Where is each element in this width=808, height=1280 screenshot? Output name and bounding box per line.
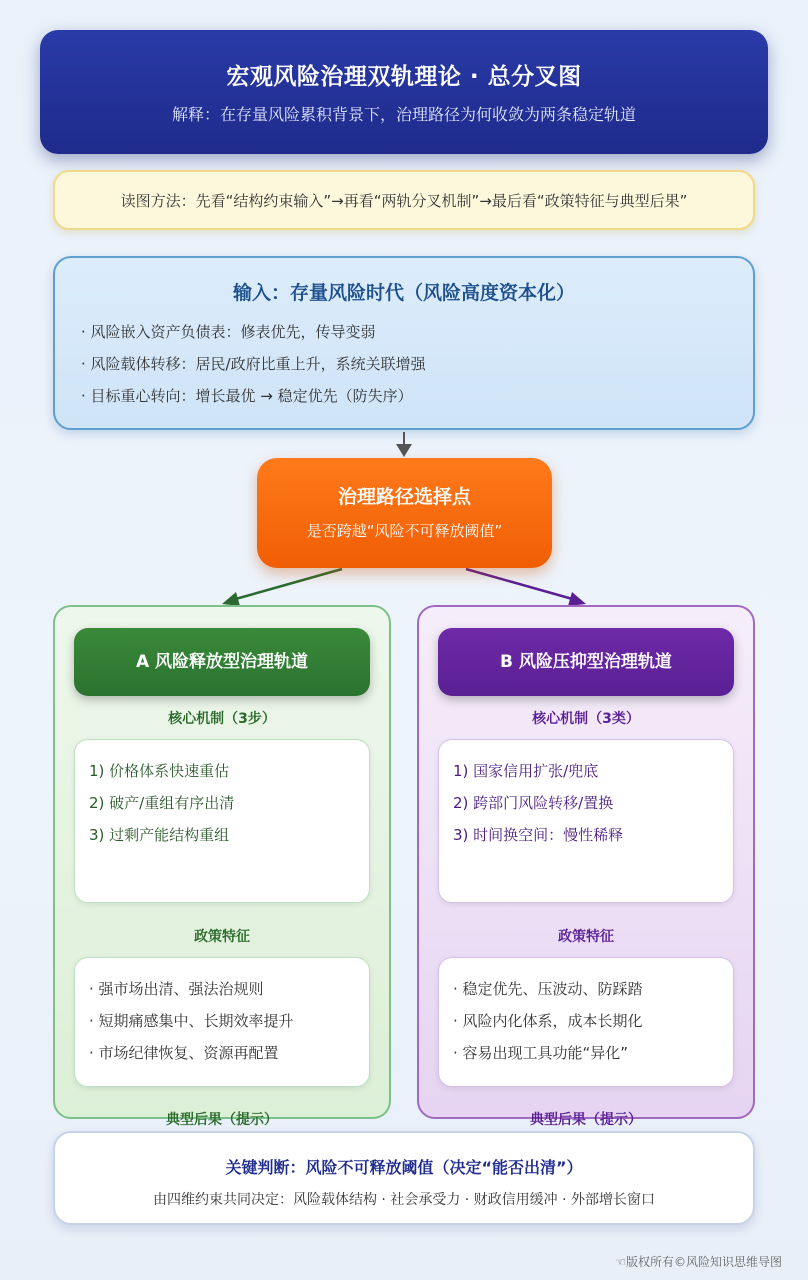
arrow-to-track-a-head	[222, 592, 240, 606]
arrow-to-track-a	[232, 569, 342, 600]
track-b-mechanism-card	[438, 739, 734, 903]
track-b-title: B 风险压抑型治理轨道	[438, 628, 734, 696]
reading-guide: 读图方法：先看“结构约束输入”→再看“两轨分叉机制”→最后看“政策特征与典型后果”	[53, 170, 755, 230]
input-item: · 风险载体转移：居民/政府比重上升，系统关联增强	[81, 355, 426, 373]
mechanism-item: 2) 破产/重组有序出清	[89, 794, 235, 812]
mechanism-item: 3) 过剩产能结构重组	[89, 826, 230, 844]
track-b-policy-label: 政策特征	[558, 929, 614, 945]
decision-subtitle: 是否跨越“风险不可释放阈值”	[306, 522, 503, 540]
mechanism-item: 3) 时间换空间：慢性稀释	[453, 826, 624, 844]
track-a-mechanism-card	[74, 739, 370, 903]
page-title: 宏观风险治理双轨理论 · 总分叉图	[226, 64, 582, 90]
arrow-to-track-b-head	[568, 592, 586, 606]
track-b-mechanism-label: 核心机制（3类）	[532, 711, 640, 727]
judgement-title: 关键判断：风险不可释放阈值（决定“能否出清”）	[225, 1158, 583, 1177]
policy-item: · 风险内化体系，成本长期化	[453, 1012, 643, 1030]
input-title: 输入：存量风险时代（风险高度资本化）	[232, 282, 575, 304]
input-item: · 目标重心转向：增长最优 → 稳定优先（防失序）	[81, 387, 413, 405]
page-subtitle: 解释：在存量风险累积背景下，治理路径为何收敛为两条稳定轨道	[171, 105, 636, 124]
mechanism-item: 1) 国家信用扩张/兜底	[453, 762, 599, 780]
decision-node	[257, 458, 552, 568]
policy-item: · 短期痛感集中、长期效率提升	[89, 1012, 294, 1030]
judgement-subtitle: 由四维约束共同决定：风险载体结构 · 社会承受力 · 财政信用缓冲 · 外部增长窗口	[152, 1192, 656, 1208]
copyright-notice: ☜版权所有©风险知识思维导图	[615, 1255, 782, 1269]
arrow-down-head	[396, 444, 412, 457]
track-a-policy-label: 政策特征	[194, 929, 250, 945]
policy-item: · 市场纪律恢复、资源再配置	[89, 1044, 279, 1062]
policy-item: · 强市场出清、强法治规则	[89, 980, 264, 998]
mechanism-item: 2) 跨部门风险转移/置换	[453, 794, 614, 812]
mechanism-item: 1) 价格体系快速重估	[89, 762, 230, 780]
track-a-title: A 风险释放型治理轨道	[74, 628, 370, 696]
policy-item: · 容易出现工具功能“异化”	[453, 1044, 629, 1062]
track-a-result-label: 典型后果（提示）	[166, 1112, 278, 1128]
track-b-policy-card	[438, 957, 734, 1087]
arrow-to-track-b	[466, 569, 576, 600]
policy-item: · 稳定优先、压波动、防踩踏	[453, 980, 643, 998]
input-item: · 风险嵌入资产负债表：修表优先，传导变弱	[81, 323, 376, 341]
key-judgement-box	[53, 1131, 755, 1225]
track-a-policy-card	[74, 957, 370, 1087]
track-a-mechanism-label: 核心机制（3步）	[168, 711, 276, 727]
track-b-result-label: 典型后果（提示）	[530, 1112, 642, 1128]
decision-title: 治理路径选择点	[337, 486, 471, 508]
